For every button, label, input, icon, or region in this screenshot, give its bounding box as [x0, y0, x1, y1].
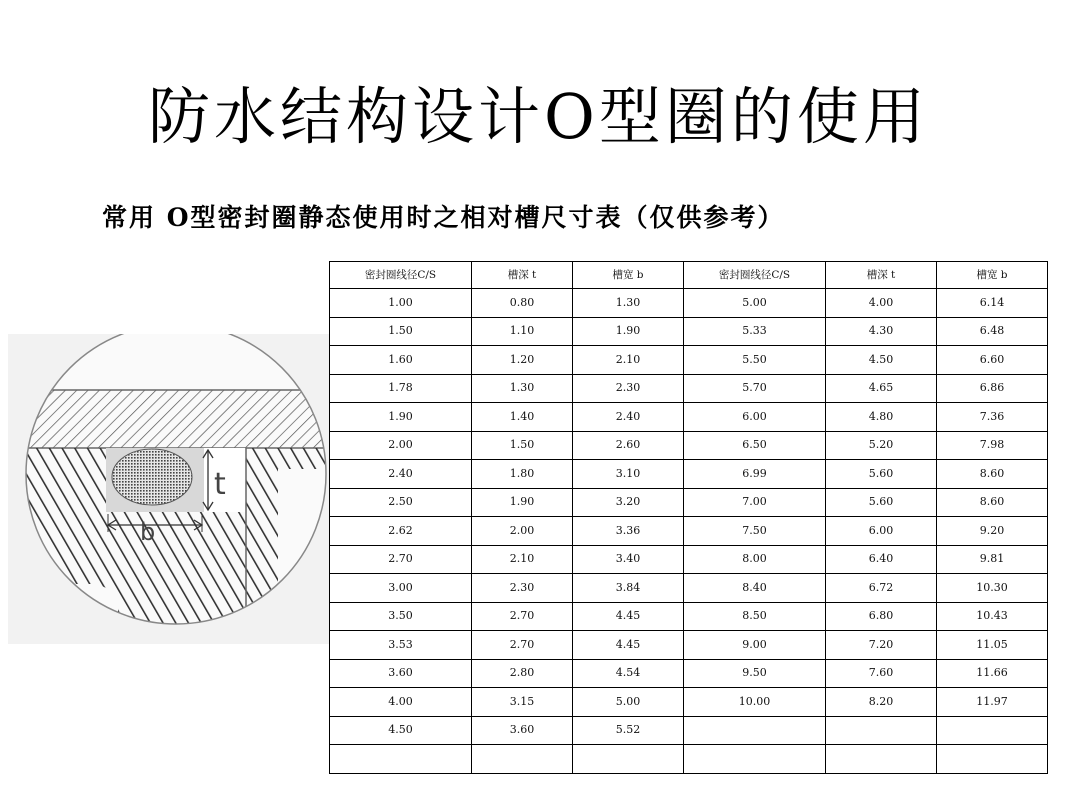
table-row [330, 431, 1048, 460]
table-cell: 7.36 [937, 403, 1048, 432]
table-cell: 5.60 [826, 460, 937, 489]
table-cell: 1.80 [472, 460, 573, 489]
table-cell: 8.00 [684, 545, 826, 574]
column-header: 密封圈线径C/S [330, 262, 472, 289]
table-cell: 5.33 [684, 317, 826, 346]
table-cell: 7.60 [826, 659, 937, 688]
table-row [330, 403, 1048, 432]
table-cell: 6.40 [826, 545, 937, 574]
table-header-row [330, 262, 1048, 289]
table-cell: 6.80 [826, 602, 937, 631]
table-cell: 5.20 [826, 431, 937, 460]
table-cell: 2.30 [472, 574, 573, 603]
table-cell: 10.30 [937, 574, 1048, 603]
table-cell: 1.20 [472, 346, 573, 375]
table-row [330, 289, 1048, 318]
table-row [330, 460, 1048, 489]
depth-label: t [214, 467, 226, 502]
table-cell: 6.72 [826, 574, 937, 603]
table-cell [684, 716, 826, 745]
table-cell: 2.60 [573, 431, 684, 460]
table-cell: 4.45 [573, 631, 684, 660]
table-cell: 3.53 [330, 631, 472, 660]
table-cell: 4.50 [826, 346, 937, 375]
table-cell: 7.98 [937, 431, 1048, 460]
table-cell [684, 745, 826, 774]
table-row [330, 602, 1048, 631]
table-row [330, 488, 1048, 517]
table-cell: 1.10 [472, 317, 573, 346]
table-cell [937, 745, 1048, 774]
table-cell: 8.40 [684, 574, 826, 603]
o-ring-groove-diagram [8, 334, 330, 644]
table-cell: 2.10 [472, 545, 573, 574]
table-cell [330, 745, 472, 774]
table-cell: 2.80 [472, 659, 573, 688]
table-cell: 9.20 [937, 517, 1048, 546]
table-cell: 7.00 [684, 488, 826, 517]
width-label: b [140, 518, 156, 546]
table-row [330, 659, 1048, 688]
table-cell: 7.50 [684, 517, 826, 546]
table-cell: 3.00 [330, 574, 472, 603]
table-cell: 1.50 [472, 431, 573, 460]
table-cell: 4.54 [573, 659, 684, 688]
table-cell: 6.14 [937, 289, 1048, 318]
table-cell: 1.30 [472, 374, 573, 403]
table-row [330, 745, 1048, 774]
table-cell: 6.00 [826, 517, 937, 546]
table-cell: 2.00 [330, 431, 472, 460]
table-cell: 5.70 [684, 374, 826, 403]
table-cell: 7.20 [826, 631, 937, 660]
table-cell: 2.10 [573, 346, 684, 375]
table-cell: 3.84 [573, 574, 684, 603]
table-cell: 4.30 [826, 317, 937, 346]
column-header: 槽宽 b [937, 262, 1048, 289]
table-cell: 1.78 [330, 374, 472, 403]
table-cell: 8.60 [937, 488, 1048, 517]
table-cell: 5.52 [573, 716, 684, 745]
table-cell: 3.15 [472, 688, 573, 717]
table-cell: 3.60 [472, 716, 573, 745]
table-cell: 2.70 [330, 545, 472, 574]
table-cell: 2.70 [472, 602, 573, 631]
table-cell: 1.90 [330, 403, 472, 432]
table-cell: 2.62 [330, 517, 472, 546]
table-cell: 6.50 [684, 431, 826, 460]
table-cell: 3.36 [573, 517, 684, 546]
table-cell: 2.50 [330, 488, 472, 517]
groove-dimension-table [329, 261, 1048, 774]
table-cell: 8.50 [684, 602, 826, 631]
table-row [330, 346, 1048, 375]
table-cell: 5.00 [684, 289, 826, 318]
table-cell: 6.00 [684, 403, 826, 432]
table-cell: 6.60 [937, 346, 1048, 375]
table-cell: 4.45 [573, 602, 684, 631]
table-row [330, 688, 1048, 717]
table-cell: 4.65 [826, 374, 937, 403]
table-cell: 8.60 [937, 460, 1048, 489]
table-cell: 10.00 [684, 688, 826, 717]
table-cell [826, 745, 937, 774]
table-cell: 11.97 [937, 688, 1048, 717]
table-cell: 6.48 [937, 317, 1048, 346]
table-cell: 11.05 [937, 631, 1048, 660]
column-header: 密封圈线径C/S [684, 262, 826, 289]
table-row [330, 574, 1048, 603]
table-row [330, 317, 1048, 346]
table-cell: 4.50 [330, 716, 472, 745]
table-cell: 1.40 [472, 403, 573, 432]
table-cell: 4.00 [826, 289, 937, 318]
table-row [330, 517, 1048, 546]
table-cell: 11.66 [937, 659, 1048, 688]
table-caption: 常用 O型密封圈静态使用时之相对槽尺寸表（仅供参考） [102, 203, 785, 232]
table-cell: 8.20 [826, 688, 937, 717]
table-cell: 10.43 [937, 602, 1048, 631]
table-cell [573, 745, 684, 774]
table-cell [826, 716, 937, 745]
table-cell: 9.50 [684, 659, 826, 688]
table-cell: 3.20 [573, 488, 684, 517]
table-row [330, 716, 1048, 745]
table-cell: 2.70 [472, 631, 573, 660]
table-cell [937, 716, 1048, 745]
table-cell: 3.60 [330, 659, 472, 688]
table-cell: 4.00 [330, 688, 472, 717]
table-cell: 6.86 [937, 374, 1048, 403]
slide-title: 防水结构设计O型圈的使用 [148, 80, 929, 153]
table-cell: 5.00 [573, 688, 684, 717]
column-header: 槽深 t [826, 262, 937, 289]
table-cell: 5.60 [826, 488, 937, 517]
column-header: 槽宽 b [573, 262, 684, 289]
groove-cross-section-drawing [8, 334, 330, 644]
table-cell: 1.00 [330, 289, 472, 318]
table-cell: 4.80 [826, 403, 937, 432]
table-row [330, 545, 1048, 574]
table-cell: 6.99 [684, 460, 826, 489]
table-cell [472, 745, 573, 774]
table-cell: 3.40 [573, 545, 684, 574]
table-cell: 2.40 [330, 460, 472, 489]
table-cell: 1.90 [573, 317, 684, 346]
table-cell: 3.10 [573, 460, 684, 489]
table-cell: 0.80 [472, 289, 573, 318]
table-row [330, 631, 1048, 660]
table-cell: 9.00 [684, 631, 826, 660]
column-header: 槽深 t [472, 262, 573, 289]
table-row [330, 374, 1048, 403]
table-cell: 1.60 [330, 346, 472, 375]
table-cell: 2.30 [573, 374, 684, 403]
table-cell: 9.81 [937, 545, 1048, 574]
table-cell: 2.00 [472, 517, 573, 546]
table-cell: 1.30 [573, 289, 684, 318]
table-cell: 2.40 [573, 403, 684, 432]
table-cell: 1.50 [330, 317, 472, 346]
table-cell: 5.50 [684, 346, 826, 375]
table-cell: 1.90 [472, 488, 573, 517]
table-cell: 3.50 [330, 602, 472, 631]
